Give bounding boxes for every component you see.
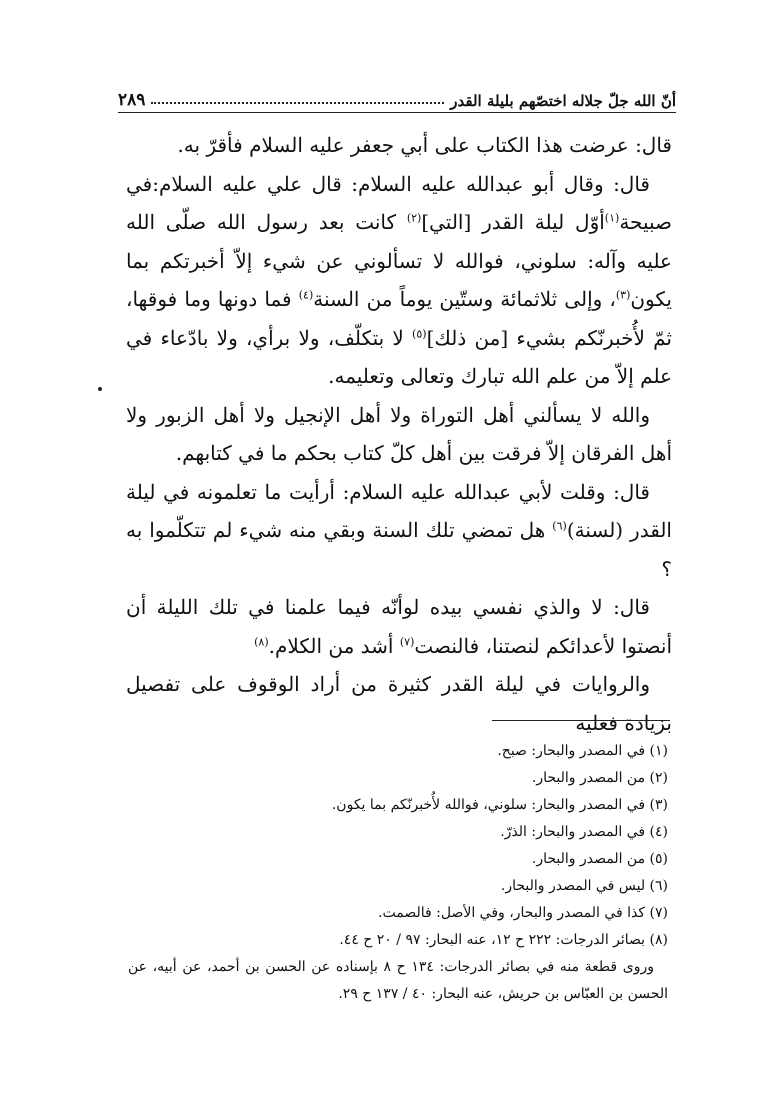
paragraph-2-part-a: قال: وقال أبو عبدالله عليه السلام: قال علي عليه السلام:في صبيحة bbox=[126, 171, 672, 234]
leader-dots bbox=[151, 102, 444, 104]
footnote-ref-2: (٢) bbox=[406, 211, 422, 225]
paragraph-5-part-b: أشد من الكلام. bbox=[268, 633, 400, 658]
footnote-2: (٢) من المصدر والبحار. bbox=[531, 770, 668, 786]
paragraph-5-part-a: قال: لا والذي نفسي بيده لوأنّه فيما علمنا في تلك الليلة أن أنصتوا لأعدائكم لنصتنا، فالنصت bbox=[126, 595, 672, 658]
footnote-1: (١) في المصدر والبحار: صبح. bbox=[497, 743, 668, 759]
footnote-ref-8: (٨) bbox=[254, 634, 269, 648]
header-rule bbox=[118, 112, 676, 113]
footnote-ref-6: (٦) bbox=[552, 519, 567, 533]
paragraph-2-part-d: ، وإلى ثلاثمائة وستّين يوماً من السنة bbox=[313, 287, 616, 311]
paragraph-2-part-f: لا بتكلّف، ولا برأي، ولا بادّعاء في علم إلاّ من علم الله تبارك وتعالى وتعليمه. bbox=[126, 325, 672, 388]
footnote-ref-3: (٣) bbox=[615, 288, 631, 302]
footnote-7: (٧) كذا في المصدر والبحار، وفي الأصل: فالصمت. bbox=[378, 905, 668, 921]
footnote-5: (٥) من المصدر والبحار. bbox=[531, 851, 668, 867]
main-text bbox=[126, 126, 672, 742]
paragraph-4-part-a: قال: وقلت لأبي عبدالله عليه السلام: أرأيت ما تعلمونه في ليلة القدر (لسنة) bbox=[126, 479, 672, 542]
footnote-ref-4: (٤) bbox=[298, 288, 314, 302]
footnote-4: (٤) في المصدر والبحار: الذرّ. bbox=[500, 824, 668, 840]
running-header bbox=[118, 84, 676, 110]
footnote-3: (٣) في المصدر والبحار: سلوني، فوالله لأُخبرنّكم بما يكون. bbox=[331, 797, 668, 813]
paragraph-2 bbox=[126, 165, 672, 396]
paragraph-2-part-c: كانت بعد رسول الله صلّى الله عليه وآله: سلوني، فوالله لا تسألوني عن شيء إلاّ أخبرتكم بما يكون bbox=[126, 210, 672, 311]
page-number: ٢٨٩ bbox=[118, 90, 146, 110]
paragraph-4 bbox=[126, 473, 672, 589]
paragraph-2-part-b: أوّل ليلة القدر [التي] bbox=[421, 210, 605, 234]
paragraph-3: والله لا يسألني أهل التوراة ولا أهل الإنجيل ولا أهل الزبور ولا أهل الفرقان إلاّ فرقت بين أهل كلّ كتاب بحكم ما في كتابهم. bbox=[126, 402, 672, 465]
paragraph-1: قال: عرضت هذا الكتاب على أبي جعفر عليه السلام فأقرّ به. bbox=[177, 133, 672, 157]
paragraph-2-part-e: فما دونها وما فوقها، ثمّ لأُخبرنّكم بشيء [من ذلك] bbox=[126, 287, 672, 350]
paragraph-4-part-b: هل تمضي تلك السنة وبقي منه شيء لم تتكلّموا به ؟ bbox=[126, 518, 672, 581]
paragraph-5 bbox=[126, 588, 672, 665]
footnote-rule bbox=[492, 720, 670, 721]
footnote-6: (٦) ليس في المصدر والبحار. bbox=[500, 878, 668, 894]
footnotes bbox=[128, 738, 668, 1008]
paragraph-6: والروايات في ليلة القدر كثيرة من أراد الوقوف على تفصيل بزيادة فعليه bbox=[126, 672, 672, 735]
footnote-ref-1: (١) bbox=[604, 211, 620, 225]
footnote-ref-7: (٧) bbox=[399, 634, 415, 648]
footnote-ref-5: (٥) bbox=[412, 326, 427, 340]
margin-mark bbox=[98, 387, 102, 391]
footnote-8: (٨) بصائر الدرجات: ٢٢٢ ح ١٢، عنه البحار: ٩٧ / ٢٠ ح ٤٤. bbox=[339, 932, 668, 948]
running-title: أنّ الله جلّ جلاله اختصّهم بليلة القدر bbox=[450, 92, 676, 110]
footnote-8-continuation: وروى قطعة منه في بصائر الدرجات: ١٣٤ ح ٨ بإسناده عن الحسن بن أحمد، عن أبيه، عن الحسن بن العبّاس بن حريش، عنه البحار: ٤٠ / ١٣٧ ح ٢٩. bbox=[128, 959, 668, 1002]
